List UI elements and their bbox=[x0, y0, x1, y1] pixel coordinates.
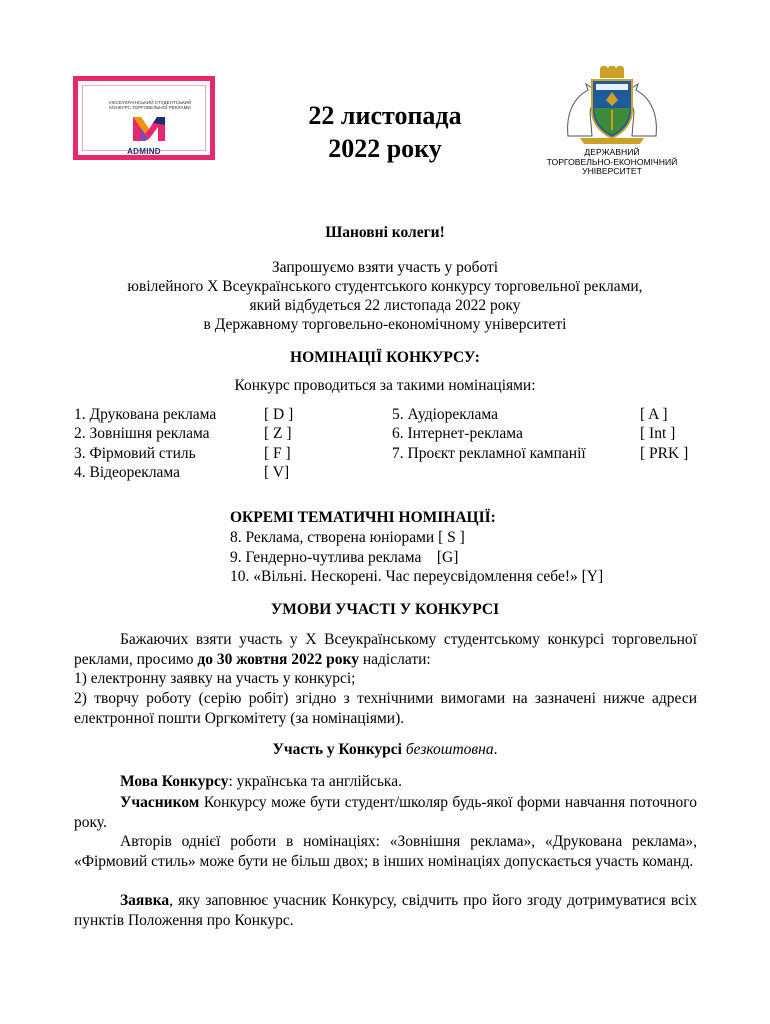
nominations-heading: НОМІНАЦІЇ КОНКУРСУ: bbox=[290, 349, 480, 366]
nominations-intro: Конкурс проводиться за такими номінаціями: bbox=[234, 377, 536, 394]
invitation-line-1: Запрошуємо взяти участь у роботі bbox=[271, 259, 499, 276]
authors-paragraph: Авторів однієї роботи в номінаціях: «Зовнішня реклама», «Друкована реклама», «Фірмовий стиль» може бути не більш двох; в інших номінаціях допускається участь команд. bbox=[74, 833, 697, 870]
language-paragraph bbox=[74, 772, 697, 792]
nomination-name: 7. Проєкт рекламної кампанії bbox=[392, 445, 586, 462]
nomination-name: 2. Зовнішня реклама bbox=[74, 425, 210, 442]
participant-label: Учасником bbox=[120, 794, 200, 811]
university-logo bbox=[542, 66, 682, 178]
application-label: Заявка bbox=[120, 892, 170, 909]
date-line-1: 22 листопада bbox=[308, 101, 462, 130]
nomination-name: 6. Інтернет-реклама bbox=[392, 425, 523, 442]
language-text: : українська та англійська. bbox=[228, 773, 402, 790]
university-name-line-2: ТОРГОВЕЛЬНО-ЕКОНОМІЧНИЙ bbox=[546, 156, 678, 167]
invitation-line-2: ювілейного Х Всеукраїнського студентського конкурсу торговельної реклами, bbox=[127, 278, 643, 295]
conditions-text: надіслати: bbox=[358, 651, 431, 668]
nomination-code: [ F ] bbox=[264, 445, 291, 462]
admind-m-icon bbox=[131, 115, 167, 143]
free-end: . bbox=[493, 741, 498, 758]
nomination-name: 4. Відеореклама bbox=[74, 464, 181, 481]
deadline-date: до 30 жовтня 2022 року bbox=[197, 651, 359, 668]
coat-of-arms-icon bbox=[558, 66, 666, 146]
language-label: Мова Конкурсу bbox=[120, 773, 229, 790]
nomination-code: [ Z ] bbox=[264, 425, 292, 442]
free-participation bbox=[60, 740, 710, 760]
nomination-code: [ PRK ] bbox=[640, 445, 689, 462]
nomination-code: [ D ] bbox=[264, 406, 294, 423]
date-line-2: 2022 року bbox=[328, 134, 442, 163]
admind-logo-caption: VIIIСЕУКРАЇНСЬКИЙ СТУДЕНТСЬКИЙ КОНКУРС ТОРГОВЕЛЬНОЇ РЕКЛАМИ bbox=[108, 100, 192, 110]
admind-logo bbox=[73, 76, 215, 160]
nomination-name: 5. Аудіореклама bbox=[392, 406, 498, 423]
nomination-code: [ V] bbox=[264, 464, 290, 481]
participant-text: Конкурсу може бути студент/школяр будь-якої форми навчання поточного року. bbox=[74, 794, 697, 831]
admind-brand: ADMIND bbox=[127, 147, 161, 156]
conditions-text: Бажаючих взяти участь у Х Всеукраїнському студентському конкурсі торговельної реклами, просимо bbox=[74, 631, 697, 668]
application-text: , яку заповнює учасник Конкурсу, свідчить про його згоду дотримуватися всіх пунктів Положення про Конкурс. bbox=[74, 892, 697, 929]
conditions-paragraph bbox=[74, 630, 697, 670]
university-name bbox=[542, 148, 682, 177]
condition-item-1: 1) електронну заявку на участь у конкурсі; bbox=[74, 670, 356, 687]
conditions-heading: УМОВИ УЧАСТІ У КОНКУРСІ bbox=[270, 601, 500, 618]
invitation-line-4: в Державному торговельно-економічному університеті bbox=[203, 316, 567, 333]
condition-item-2: 2) творчу роботу (серію робіт) згідно з технічними вимогами на зазначені нижче адреси електронної пошти Оргкомітету (за номінаціями). bbox=[74, 690, 697, 727]
nomination-name: 3. Фірмовий стиль bbox=[74, 445, 196, 462]
nomination-code: [ A ] bbox=[640, 406, 668, 423]
thematic-item: 8. Реклама, створена юніорами [ S ] bbox=[230, 529, 465, 546]
nomination-code: [ Int ] bbox=[640, 425, 676, 442]
nomination-name: 1. Друкована реклама bbox=[74, 406, 217, 423]
application-paragraph bbox=[74, 891, 697, 931]
university-name-line-1: ДЕРЖАВНИЙ bbox=[584, 147, 640, 157]
invitation-line-3: який відбудеться 22 листопада 2022 року bbox=[249, 297, 521, 314]
thematic-item: 10. «Вільні. Нескорені. Час переусвідомлення себе!» [Y] bbox=[230, 568, 604, 585]
thematic-item: 9. Гендерно-чутлива реклама [G] bbox=[230, 549, 459, 566]
free-value: безкоштовна bbox=[405, 741, 494, 758]
event-date bbox=[230, 99, 540, 165]
greeting: Шановні колеги! bbox=[325, 224, 445, 241]
free-label: Участь у Конкурсі bbox=[272, 741, 402, 758]
thematic-heading: ОКРЕМІ ТЕМАТИЧНІ НОМІНАЦІЇ: bbox=[230, 509, 496, 526]
university-name-line-3: УНІВЕРСИТЕТ bbox=[582, 166, 642, 176]
participant-paragraph bbox=[74, 793, 697, 833]
